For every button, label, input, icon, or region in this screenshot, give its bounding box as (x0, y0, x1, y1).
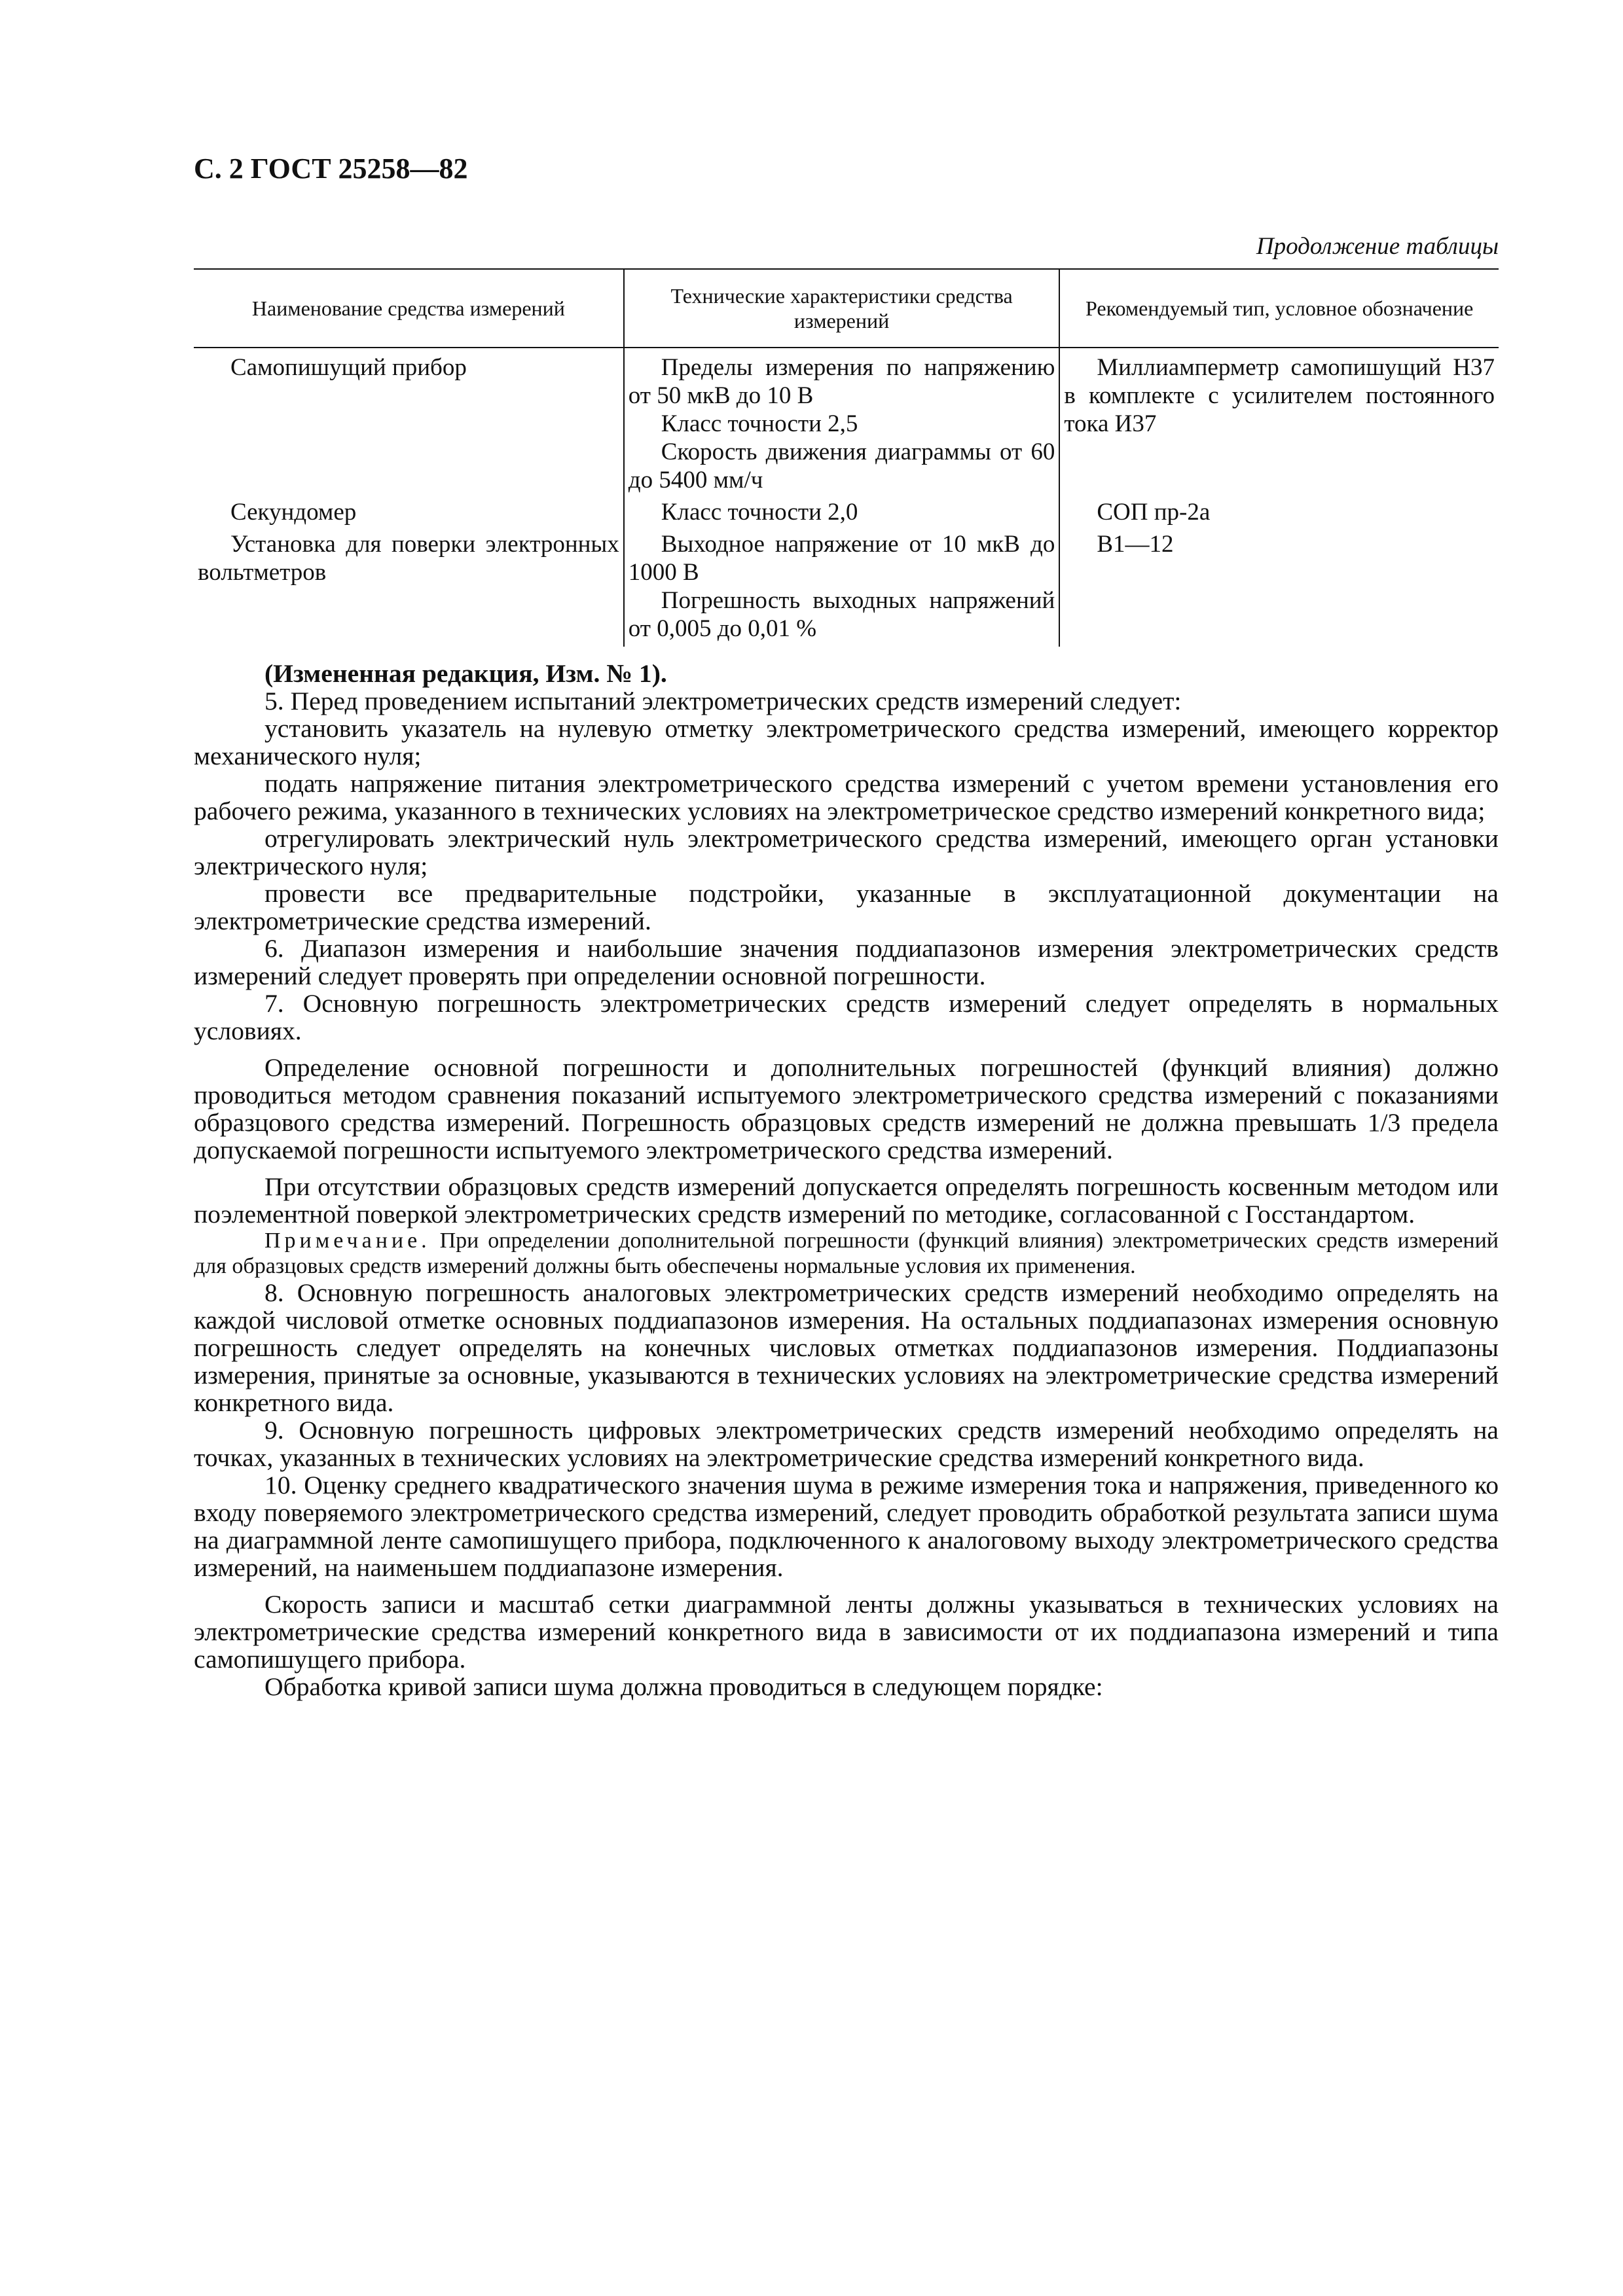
paragraph-10-text: Скорость записи и масштаб сетки диаграммной ленты должны указываться в технических условиях на электрометрические средства измерений конкретного вида в зависимости от их поддиапазона измерений и типа самопишущего прибора. (194, 1590, 1499, 1674)
table-continuation-label: Продолжение таблицы (1256, 233, 1499, 260)
column-header-specs: Технические характеристики средства измерений (624, 269, 1060, 348)
table-row (194, 498, 1499, 530)
column-header-type: Рекомендуемый тип, условное обозначение (1059, 269, 1499, 348)
table-row (194, 348, 1499, 498)
table-header-row (194, 269, 1499, 348)
paragraph-10-text: Обработка кривой записи шума должна проводиться в следующем порядке: (264, 1672, 1103, 1701)
paragraph-8: 8. Основную погрешность аналоговых электрометрических средств измерений необходимо определять на каждой числовой отметке основных поддиапазонов измерения. На остальных поддиапазонах измерения основную погрешность следует определять на конечных числовых отметках поддиапазонов измерения. Поддиапазоны измерения, принятые за основные, указываются в технических условиях на электрометрические средства измерений конкретного вида. (194, 1278, 1499, 1417)
column-header-name: Наименование средства измерений (194, 269, 624, 348)
note-label: Примечание. (264, 1229, 431, 1253)
instrument-name: Самопишущий прибор (230, 354, 467, 381)
instrument-spec: Класс точности 2,0 (661, 499, 858, 526)
instrument-spec: Выходное напряжение от 10 мкВ до 1000 В (628, 531, 1055, 586)
table-row (194, 530, 1499, 647)
paragraph-7: 7. Основную погрешность электрометрических средств измерений следует определять в нормальных условиях. (194, 989, 1499, 1045)
page-header: С. 2 ГОСТ 25258—82 (194, 152, 468, 185)
instrument-type: СОП пр-2а (1097, 499, 1211, 526)
measurement-instruments-table (194, 268, 1499, 647)
instrument-type: В1—12 (1097, 531, 1174, 558)
instrument-spec: Пределы измерения по напряжению от 50 мкВ до 10 В (628, 354, 1055, 409)
instrument-spec: Погрешность выходных напряжений от 0,005 до 0,01 % (628, 587, 1055, 642)
instrument-spec: Скорость движения диаграммы от 60 до 5400 мм/ч (628, 439, 1055, 493)
paragraph-9: 9. Основную погрешность цифровых электрометрических средств измерений необходимо определять на точках, указанных в технических условиях на электрометрические средства измерений конкретного вида. (194, 1416, 1499, 1472)
amendment-note: (Измененная редакция, Изм. № 1). (264, 659, 667, 688)
paragraph-5-item: провести все предварительные подстройки, указанные в эксплуатационной документации на электрометрические средства измерений. (194, 879, 1499, 935)
paragraph-7-text: При отсутствии образцовых средств измерений допускается определять погрешность косвенным методом или поэлементной поверкой электрометрических средств измерений по методике, согласованной с Госстандартом. (194, 1172, 1499, 1229)
note (194, 1228, 1499, 1279)
paragraph-5-item: установить указатель на нулевую отметку электрометрического средства измерений, имеющего корректор механического нуля; (194, 714, 1499, 770)
instrument-name: Установка для поверки электронных вольтметров (198, 531, 619, 586)
instrument-type: Миллиамперметр самопишущий Н37 в комплекте с усилителем постоянного тока И37 (1064, 354, 1495, 437)
note-text: При определении дополнительной погрешности (функций влияния) электрометрических средств измерений для образцовых средств измерений должны быть обеспечены нормальные условия их применения. (194, 1229, 1499, 1278)
paragraph-5-item: отрегулировать электрический нуль электрометрического средства измерений, имеющего орган установки электрического нуля; (194, 824, 1499, 880)
instrument-name: Секундомер (230, 499, 357, 526)
paragraph-6: 6. Диапазон измерения и наибольшие значения поддиапазонов измерения электрометрических средств измерений следует проверять при определении основной погрешности. (194, 934, 1499, 990)
document-body (194, 660, 1499, 1700)
paragraph-10: 10. Оценку среднего квадратического значения шума в режиме измерения тока и напряжения, приведенного ко входу поверяемого электрометрического средства измерений, следует проводить обработкой результата записи шума на диаграммной ленте самопишущего прибора, подключенного к аналоговому выходу электрометрического средства измерений, на наименьшем поддиапазоне измерения. (194, 1471, 1499, 1582)
instrument-spec: Класс точности 2,5 (661, 410, 858, 437)
paragraph-7-text: Определение основной погрешности и дополнительных погрешностей (функций влияния) должно проводиться методом сравнения показаний испытуемого электрометрического средства измерений с показаниями образцового средства измерений. Погрешность образцовых средств измерений не должна превышать 1/3 предела допускаемой погрешности испытуемого электрометрического средства измерений. (194, 1053, 1499, 1164)
paragraph-5-item: подать напряжение питания электрометрического средства измерений с учетом времени установления его рабочего режима, указанного в технических условиях на электрометрическое средство измерений конкретного вида; (194, 769, 1499, 825)
paragraph-5: 5. Перед проведением испытаний электрометрических средств измерений следует: (264, 687, 1182, 715)
